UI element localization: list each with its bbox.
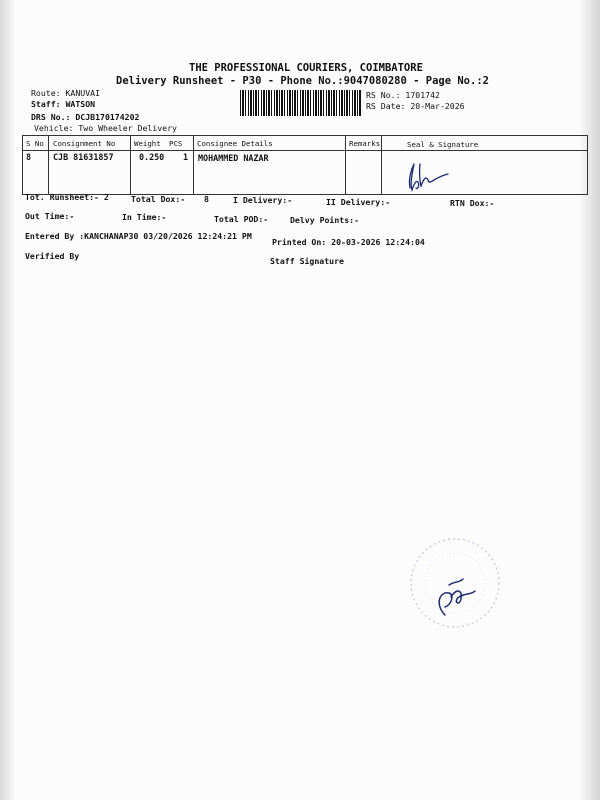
header-sno: S No: [26, 139, 44, 148]
in-time: In Time:-: [122, 212, 167, 222]
seal-stamp: [405, 535, 505, 635]
total-dox-label: Total Dox:-: [131, 194, 186, 204]
total-pod: Total POD:-: [214, 214, 269, 224]
paper-left-edge: [0, 0, 14, 800]
col-divider: [381, 136, 382, 194]
col-divider: [48, 136, 49, 194]
verified-by: Verified By: [25, 251, 80, 261]
delvy-points: Delvy Points:-: [290, 215, 360, 225]
header-consignee: Consignee Details: [197, 139, 273, 148]
drs-number: DRS No.: DCJB170174202: [31, 112, 140, 122]
row-sno: 8: [26, 152, 32, 162]
i-delivery: I Delivery:-: [233, 195, 293, 205]
header-seal: Seal & Signature: [407, 140, 479, 149]
out-time: Out Time:-: [25, 211, 75, 221]
header-remarks: Remarks: [349, 139, 381, 148]
rs-number: RS No.: 1701742: [366, 90, 440, 100]
row-consignee: MOHAMMED NAZAR: [198, 153, 269, 163]
vehicle-label: Vehicle: Two Wheeler Delivery: [34, 123, 177, 133]
col-divider: [130, 136, 131, 194]
barcode: [240, 90, 362, 116]
header-weight: Weight: [134, 139, 161, 148]
rs-date: RS Date: 20-Mar-2026: [366, 101, 465, 111]
table-header-divider: [23, 150, 587, 151]
route-label: Route: KANUVAI: [31, 88, 101, 98]
runsheet-subtitle: Delivery Runsheet - P30 - Phone No.:9047080280 - Page No.:2: [116, 75, 489, 87]
staff-label: Staff: WATSON: [31, 99, 96, 109]
company-title: THE PROFESSIONAL COURIERS, COIMBATORE: [189, 62, 423, 74]
header-pcs: PCS: [169, 139, 183, 148]
row-weight: 0.250: [139, 152, 165, 162]
printed-on: Printed On: 20-03-2026 12:24:04: [272, 237, 425, 247]
header-consignment: Consignment No: [53, 139, 116, 148]
ii-delivery: II Delivery:-: [326, 197, 391, 207]
row-consignment: CJB 81631857: [53, 152, 114, 162]
col-divider: [193, 136, 194, 194]
row-pcs: 1: [183, 152, 189, 162]
col-divider: [345, 136, 346, 194]
paper-right-edge: [580, 0, 600, 800]
delivery-table: [22, 135, 588, 195]
tot-runsheet: Tot. Runsheet:- 2: [25, 192, 109, 202]
delivery-signature: [402, 160, 452, 194]
total-dox-value: 8: [204, 194, 209, 204]
entered-by: Entered By :KANCHANAP30 03/20/2026 12:24:21 PM: [25, 231, 252, 241]
rtn-dox: RTN Dox:-: [450, 198, 495, 208]
staff-signature-label: Staff Signature: [270, 256, 344, 266]
